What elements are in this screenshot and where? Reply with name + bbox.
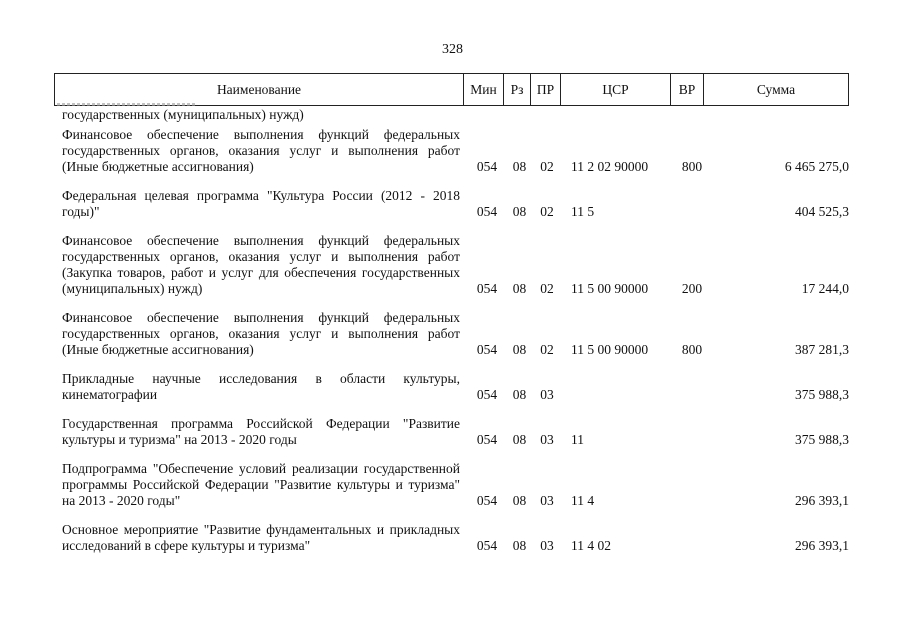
row-pr: 02: [540, 159, 554, 174]
table-row: [54, 310, 849, 358]
row-rz: 08: [512, 432, 527, 447]
row-pr: 03: [540, 493, 554, 508]
row-min: 054: [476, 387, 498, 402]
table-row: [54, 127, 849, 175]
row-min: 054: [476, 159, 498, 174]
row-rz: 08: [512, 159, 527, 174]
row-pr: 03: [540, 432, 554, 447]
row-rz: 08: [512, 493, 527, 508]
row-name: Финансовое обеспечение выполнения функций федеральных государственных органов, оказания услуг и выполнения работ (Иные бюджетные ассигнования): [62, 310, 460, 357]
row-name: Основное мероприятие "Развитие фундаментальных и прикладных исследований в сфере культуры и туризма": [62, 522, 460, 553]
row-csr: 11: [571, 432, 584, 447]
row-csr: 11 5 00 90000: [571, 281, 649, 296]
header-name: Наименование: [55, 74, 464, 105]
row-pr: 02: [540, 204, 554, 219]
row-sum: 6 465 275,0: [784, 159, 849, 174]
header-csr: ЦСР: [561, 74, 671, 105]
table-body: [54, 107, 849, 567]
row-min: 054: [476, 538, 498, 553]
row-vr: 800: [681, 342, 703, 357]
row-pr: 02: [540, 342, 554, 357]
table-row: [54, 233, 849, 297]
page-number: 328: [442, 42, 463, 57]
row-min: 054: [476, 281, 498, 296]
row-min: 054: [476, 432, 498, 447]
row-sum: 404 525,3: [795, 204, 849, 219]
row-rz: 08: [512, 342, 527, 357]
carry-over-text: государственных (муниципальных) нужд): [62, 107, 304, 122]
header-min: Мин: [464, 74, 504, 105]
row-pr: 03: [540, 387, 554, 402]
row-rz: 08: [512, 281, 527, 296]
row-name: Федеральная целевая программа "Культура России (2012 - 2018 годы)": [62, 188, 460, 219]
row-sum: 387 281,3: [795, 342, 849, 357]
row-csr: 11 2 02 90000: [571, 159, 649, 174]
header-vr: ВР: [671, 74, 704, 105]
row-sum: 375 988,3: [795, 387, 849, 402]
table-row: [54, 371, 849, 403]
table-row: [54, 522, 849, 554]
row-rz: 08: [512, 387, 527, 402]
table-row: [54, 461, 849, 509]
row-pr: 03: [540, 538, 554, 553]
row-vr: 200: [681, 281, 703, 296]
row-rz: 08: [512, 204, 527, 219]
table-header: [54, 73, 849, 106]
header-rz: Рз: [504, 74, 531, 105]
row-csr: 11 5 00 90000: [571, 342, 649, 357]
table-row: [54, 416, 849, 448]
row-min: 054: [476, 204, 498, 219]
row-csr: 11 5: [571, 204, 595, 219]
header-pr: ПР: [531, 74, 561, 105]
row-csr: 11 4 02: [571, 538, 611, 553]
row-name: Финансовое обеспечение выполнения функций федеральных государственных органов, оказания услуг и выполнения работ (Закупка товаров, работ и услуг для обеспечения государственных (муниципальных) нужд): [62, 233, 460, 296]
row-min: 054: [476, 342, 498, 357]
row-name: Прикладные научные исследования в области культуры, кинематографии: [62, 371, 460, 402]
table-row: [54, 188, 849, 220]
row-csr: 11 4: [571, 493, 595, 508]
row-sum: 296 393,1: [795, 493, 849, 508]
row-sum: 375 988,3: [795, 432, 849, 447]
row-sum: 296 393,1: [795, 538, 849, 553]
row-pr: 02: [540, 281, 554, 296]
row-name: Финансовое обеспечение выполнения функций федеральных государственных органов, оказания услуг и выполнения работ (Иные бюджетные ассигнования): [62, 127, 460, 174]
row-min: 054: [476, 493, 498, 508]
row-name: Государственная программа Российской Федерации "Развитие культуры и туризма" на 2013 - 2020 годы: [62, 416, 460, 447]
row-name: Подпрограмма "Обеспечение условий реализации государственной программы Российской Федерации "Развитие культуры и туризма" на 2013 - 2020 годы": [62, 461, 460, 508]
row-rz: 08: [512, 538, 527, 553]
row-vr: 800: [681, 159, 703, 174]
row-sum: 17 244,0: [801, 281, 849, 296]
scan-artifact: [57, 103, 197, 106]
header-sum: Сумма: [756, 81, 796, 97]
